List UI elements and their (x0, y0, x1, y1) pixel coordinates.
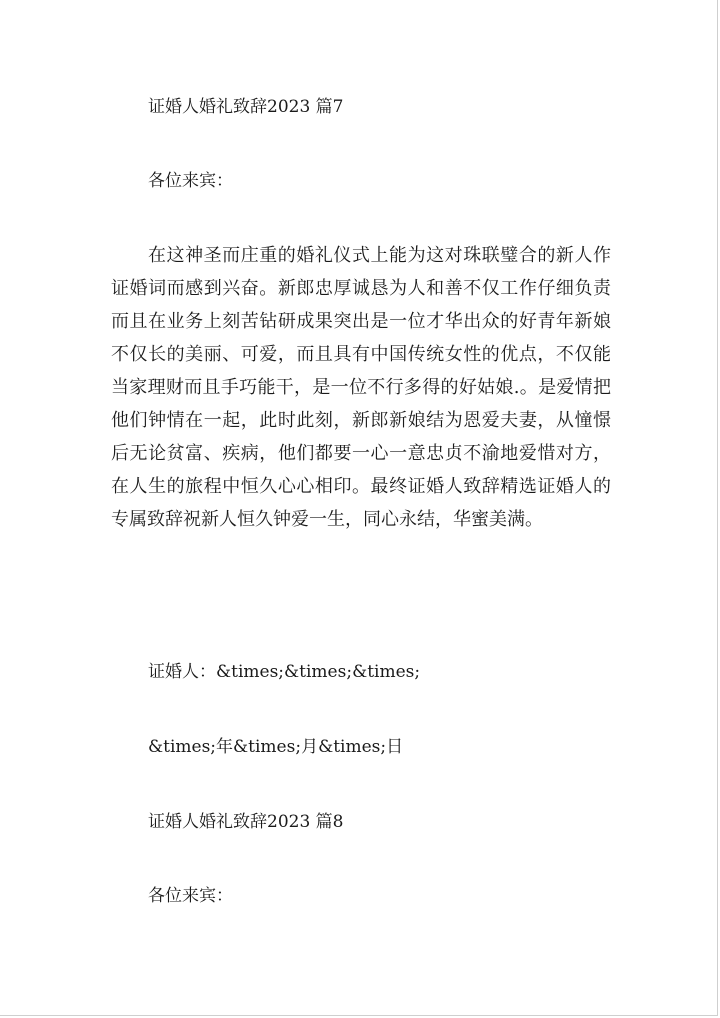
section-8-greeting: 各位来宾： (148, 886, 233, 906)
section-8-title: 证婚人婚礼致辞2023 篇8 (148, 812, 344, 832)
section-7-date: &times;年&times;月&times;日 (148, 737, 404, 757)
section-7-signature: 证婚人：&times;&times;&times; (148, 662, 421, 682)
section-7-greeting: 各位来宾： (148, 171, 233, 191)
section-7-title: 证婚人婚礼致辞2023 篇7 (148, 97, 344, 117)
section-7-body: 在这神圣而庄重的婚礼仪式上能为这对珠联璧合的新人作证婚词而感到兴奋。新郎忠厚诚恳为人和善不仅工作仔细负责而且在业务上刻苦钻研成果突出是一位才华出众的好青年新娘不仅长的美丽、可爱，而且具有中国传统女性的优点，不仅能当家理财而且手巧能干，是一位不行多得的好姑娘.。是爱情把他们钟情在一起，此时此刻，新郎新娘结为恩爱夫妻，从憧憬后无论贫富、疾病，他们都要一心一意忠贞不渝地爱惜对方，在人生的旅程中恒久心心相印。最终证婚人致辞精选证婚人的专属致辞祝新人恒久钟爱一生，同心永结，华蜜美满。 (111, 245, 611, 530)
